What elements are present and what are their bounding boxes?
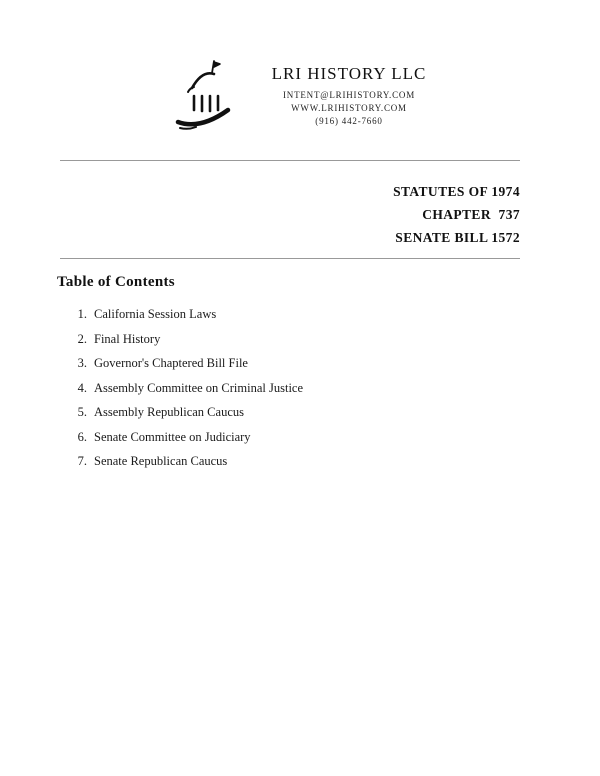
divider-bottom xyxy=(60,258,520,259)
toc-item-label: Governor's Chaptered Bill File xyxy=(94,356,248,370)
toc-item xyxy=(69,356,540,381)
toc-item-label: Senate Republican Caucus xyxy=(94,454,228,468)
toc-item-number: 1. xyxy=(77,307,87,321)
toc-item-number: 4. xyxy=(77,380,87,395)
toc-item xyxy=(69,430,540,455)
toc-item-number: 7. xyxy=(77,454,87,468)
toc-item xyxy=(69,307,540,332)
toc-item-label: Senate Committee on Judiciary xyxy=(94,429,251,444)
toc-item-number: 5. xyxy=(77,405,87,419)
table-of-contents xyxy=(57,274,540,479)
company-name: LRI HISTORY LLC xyxy=(271,64,427,83)
toc-title: Table of Contents xyxy=(57,274,175,290)
toc-item-number: 6. xyxy=(77,429,87,444)
statutes-line: STATUTES OF 1974 xyxy=(393,184,520,199)
letterhead-text xyxy=(272,64,427,128)
toc-item xyxy=(69,454,540,479)
toc-item-number: 2. xyxy=(77,331,87,346)
company-website: WWW.LRIHISTORY.COM xyxy=(291,103,407,113)
senate-bill-line: SENATE BILL 1572 xyxy=(395,230,520,245)
company-email: INTENT@LRIHISTORY.COM xyxy=(282,90,415,100)
toc-item-label: Assembly Republican Caucus xyxy=(94,405,244,419)
toc-item xyxy=(69,405,540,430)
capitol-logo-icon xyxy=(174,58,238,134)
toc-item xyxy=(69,381,540,406)
letterhead xyxy=(0,58,600,134)
company-phone: (916) 442-7660 xyxy=(315,116,383,126)
chapter-line: CHAPTER 737 xyxy=(422,207,520,222)
toc-item xyxy=(69,332,540,357)
toc-item-number: 3. xyxy=(77,356,87,370)
toc-list xyxy=(69,307,540,479)
toc-item-label: Final History xyxy=(94,331,161,346)
divider-top xyxy=(60,160,520,161)
toc-item-label: California Session Laws xyxy=(94,307,217,321)
toc-item-label: Assembly Committee on Criminal Justice xyxy=(94,380,304,395)
case-info xyxy=(393,180,520,249)
